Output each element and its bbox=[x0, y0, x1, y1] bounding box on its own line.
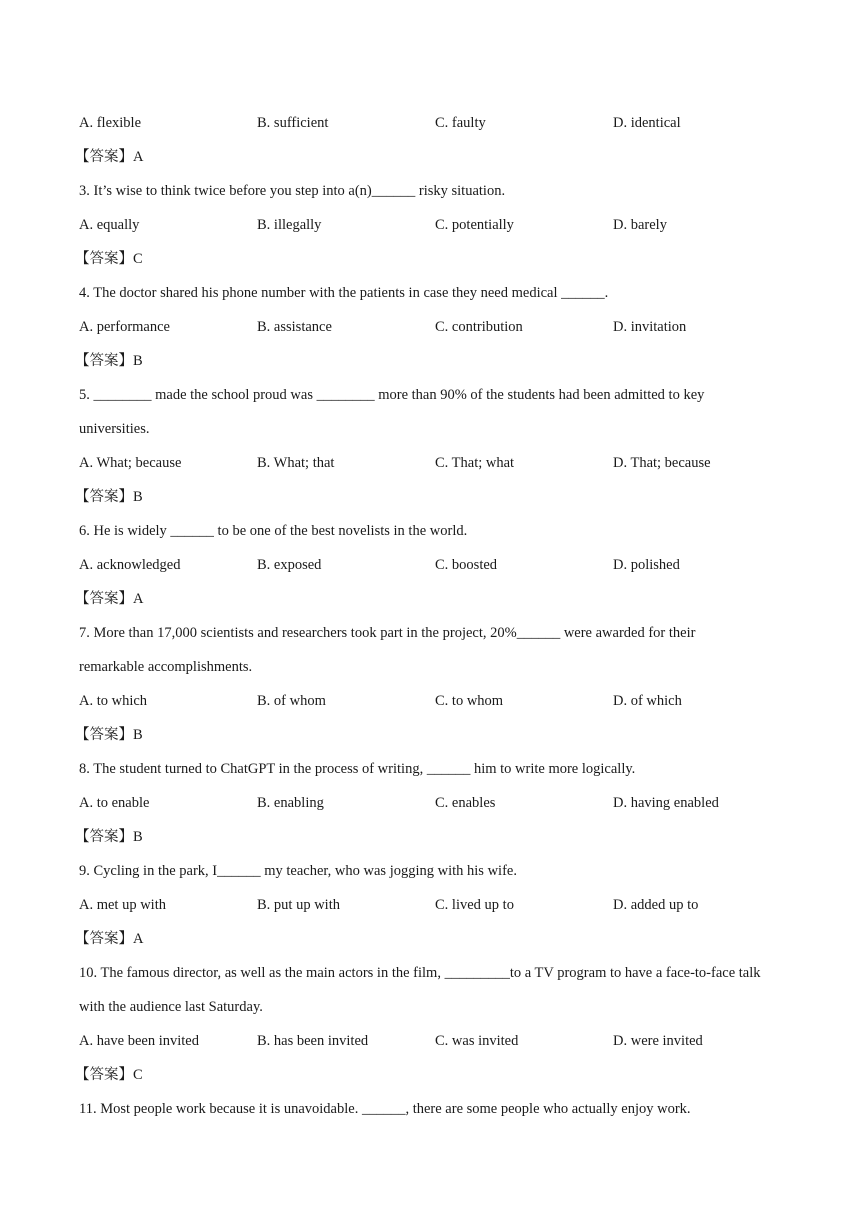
option-d: D. added up to bbox=[613, 897, 699, 913]
question-text: remarkable accomplishments. bbox=[79, 659, 253, 675]
option-c: C. contribution bbox=[435, 319, 523, 335]
option-d: D. That; because bbox=[613, 455, 711, 471]
options-row bbox=[79, 316, 799, 350]
option-a: A. acknowledged bbox=[79, 557, 181, 573]
options-row bbox=[79, 894, 799, 928]
answer-label: 【答案】B bbox=[75, 353, 143, 369]
question-text: with the audience last Saturday. bbox=[79, 999, 263, 1015]
option-c: C. potentially bbox=[435, 217, 514, 233]
option-a: A. have been invited bbox=[79, 1033, 199, 1049]
question-text: 4. The doctor shared his phone number with the patients in case they need medical ______. bbox=[79, 285, 609, 301]
option-c: C. was invited bbox=[435, 1033, 519, 1049]
question-text: 5. ________ made the school proud was ________ more than 90% of the students had been admitted to key bbox=[79, 387, 705, 403]
answer-label: 【答案】B bbox=[75, 489, 143, 505]
option-c: C. to whom bbox=[435, 693, 504, 709]
question-text: universities. bbox=[79, 421, 150, 437]
option-d: D. barely bbox=[613, 217, 667, 233]
question-text: 6. He is widely ______ to be one of the best novelists in the world. bbox=[79, 523, 468, 539]
option-a: A. flexible bbox=[79, 115, 142, 131]
option-a: A. to enable bbox=[79, 795, 150, 811]
option-d: D. of which bbox=[613, 693, 682, 709]
option-b: B. assistance bbox=[257, 319, 332, 335]
options-row bbox=[79, 1030, 799, 1064]
answer-label: 【答案】C bbox=[75, 251, 143, 267]
options-row bbox=[79, 112, 799, 146]
options-row bbox=[79, 554, 799, 588]
answer-label: 【答案】B bbox=[75, 727, 143, 743]
option-a: A. performance bbox=[79, 319, 170, 335]
question-text: 7. More than 17,000 scientists and researchers took part in the project, 20%______ were awarded for their bbox=[79, 625, 696, 641]
answer-label: 【答案】B bbox=[75, 829, 143, 845]
question-text: 11. Most people work because it is unavoidable. ______, there are some people who actually enjoy work. bbox=[79, 1101, 691, 1117]
option-b: B. What; that bbox=[257, 455, 335, 471]
option-c: C. enables bbox=[435, 795, 496, 811]
options-row bbox=[79, 452, 799, 486]
option-a: A. met up with bbox=[79, 897, 166, 913]
option-b: B. illegally bbox=[257, 217, 322, 233]
option-d: D. polished bbox=[613, 557, 680, 573]
option-a: A. to which bbox=[79, 693, 148, 709]
option-c: C. lived up to bbox=[435, 897, 514, 913]
option-a: A. equally bbox=[79, 217, 140, 233]
option-d: D. invitation bbox=[613, 319, 687, 335]
question-text: 10. The famous director, as well as the main actors in the film, _________to a TV program to have a face-to-face talk bbox=[79, 965, 761, 981]
option-d: D. identical bbox=[613, 115, 681, 131]
question-text: 9. Cycling in the park, I______ my teacher, who was jogging with his wife. bbox=[79, 863, 517, 879]
option-c: C. That; what bbox=[435, 455, 515, 471]
answer-label: 【答案】A bbox=[75, 931, 144, 947]
option-b: B. has been invited bbox=[257, 1033, 369, 1049]
document-page bbox=[75, 112, 799, 1132]
option-c: C. boosted bbox=[435, 557, 498, 573]
option-b: B. sufficient bbox=[257, 115, 329, 131]
option-b: B. enabling bbox=[257, 795, 324, 811]
answer-label: 【答案】A bbox=[75, 591, 144, 607]
options-row bbox=[79, 214, 799, 248]
options-row bbox=[79, 792, 799, 826]
option-c: C. faulty bbox=[435, 115, 486, 131]
question-text: 8. The student turned to ChatGPT in the process of writing, ______ him to write more logically. bbox=[79, 761, 636, 777]
answer-label: 【答案】C bbox=[75, 1067, 143, 1083]
question-text: 3. It’s wise to think twice before you step into a(n)______ risky situation. bbox=[79, 183, 506, 199]
option-b: B. of whom bbox=[257, 693, 326, 709]
option-d: D. having enabled bbox=[613, 795, 719, 811]
option-b: B. put up with bbox=[257, 897, 340, 913]
answer-label: 【答案】A bbox=[75, 149, 144, 165]
option-b: B. exposed bbox=[257, 557, 322, 573]
options-row bbox=[79, 690, 799, 724]
option-a: A. What; because bbox=[79, 455, 182, 471]
option-d: D. were invited bbox=[613, 1033, 703, 1049]
